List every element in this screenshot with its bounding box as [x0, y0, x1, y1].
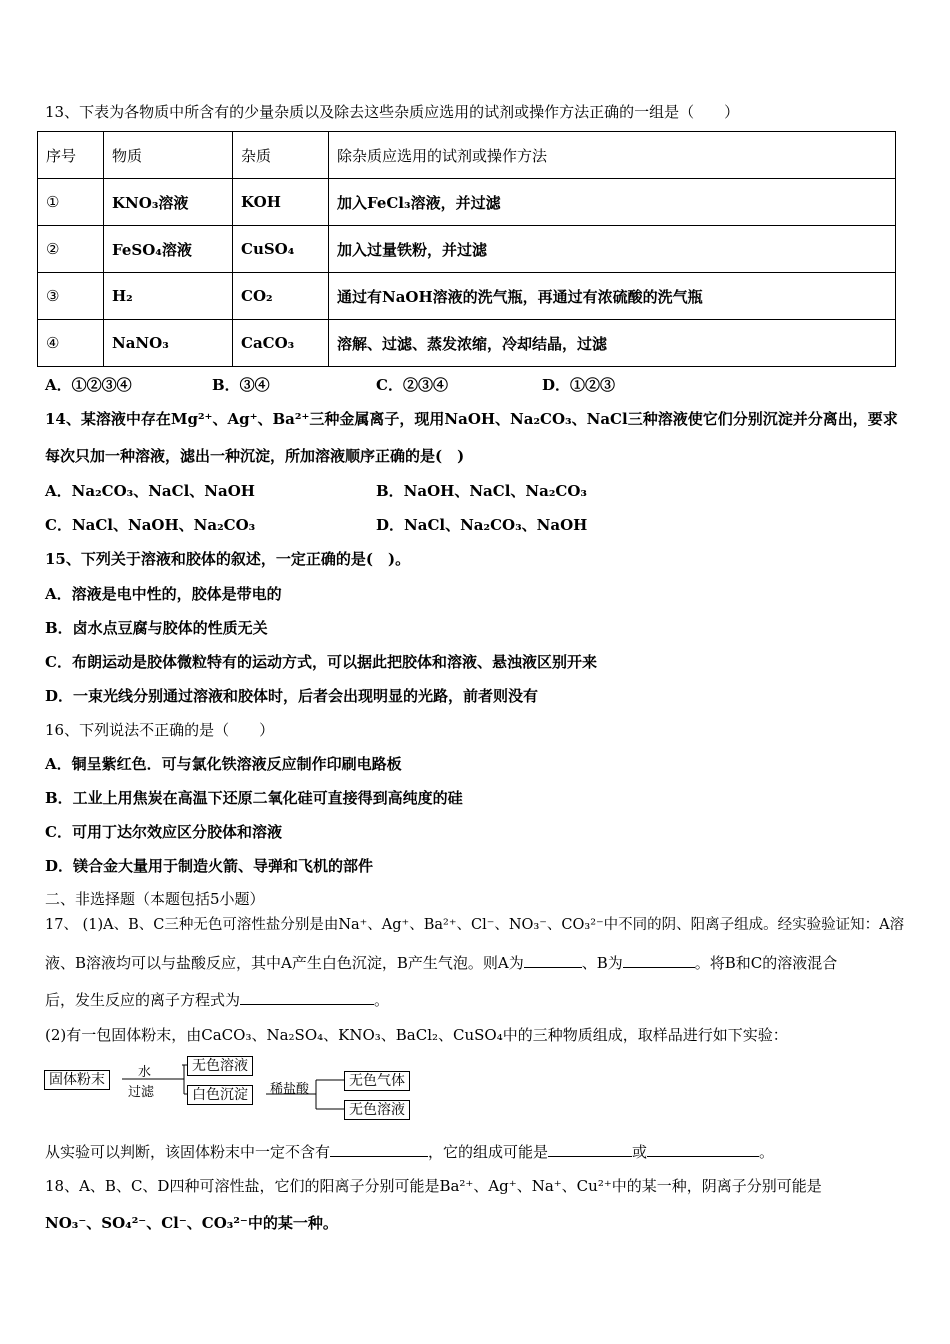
table-cell: 加入过量铁粉，并过滤 — [329, 226, 896, 273]
table-row — [38, 179, 896, 226]
table-cell: H₂ — [104, 273, 233, 320]
table-cell: 通过有NaOH溶液的洗气瓶，再通过有浓硫酸的洗气瓶 — [329, 273, 896, 320]
option-b[interactable]: B．③④ — [212, 376, 270, 394]
option-c[interactable]: C．布朗运动是胶体微粒特有的运动方式，可以据此把胶体和溶液、悬浊液区别开来 — [45, 653, 597, 671]
table-row — [38, 226, 896, 273]
table-row — [38, 273, 896, 320]
flow-solid-powder: 固体粉末 — [44, 1070, 110, 1090]
q17-text: 。 — [374, 991, 390, 1009]
q17-part2-answer-line — [45, 1142, 774, 1162]
table-cell: CO₂ — [233, 273, 329, 320]
section-heading: 二、非选择题（本题包括5小题） — [45, 890, 265, 908]
option-d[interactable]: D．镁合金大量用于制造火箭、导弹和飞机的部件 — [45, 857, 374, 875]
option-c[interactable]: C．②③④ — [376, 376, 448, 394]
flow-white-precipitate: 白色沉淀 — [187, 1085, 253, 1105]
option-c[interactable]: C．可用丁达尔效应区分胶体和溶液 — [45, 823, 282, 841]
option-d[interactable]: D．一束光线分别通过溶液和胶体时，后者会出现明显的光路，前者则没有 — [45, 687, 539, 705]
table-header-cell: 序号 — [38, 132, 104, 179]
q17-line1: 17、 (1)A、B、C三种无色可溶性盐分别是由Na⁺、Ag⁺、Ba²⁺、Cl⁻、NO₃⁻、CO₃²⁻中不同的阴、阳离子组成。经实验验证知：A溶 — [45, 917, 905, 933]
option-b[interactable]: B．卤水点豆腐与胶体的性质无关 — [45, 619, 268, 637]
flow-label-filter: 过滤 — [128, 1085, 155, 1100]
answer-blank-not-contain[interactable] — [330, 1142, 428, 1157]
q18-line1: 18、A、B、C、D四种可溶性盐，它们的阳离子分别可能是Ba²⁺、Ag⁺、Na⁺、Cu²⁺中的某一种，阴离子分别可能是 — [45, 1177, 822, 1195]
q18-line2: NO₃⁻、SO₄²⁻、Cl⁻、CO₃²⁻中的某一种。 — [45, 1214, 338, 1232]
flow-label-water: 水 — [138, 1065, 152, 1080]
option-c[interactable]: C．NaCl、NaOH、Na₂CO₃ — [45, 516, 256, 534]
answer-blank-equation[interactable] — [240, 990, 374, 1005]
q17-text: 。 — [759, 1143, 775, 1161]
q17-text: ，它的组成可能是 — [428, 1143, 549, 1161]
table-cell: KOH — [233, 179, 329, 226]
q16-stem: 16、下列说法不正确的是（ ） — [45, 721, 275, 739]
option-d[interactable]: D．NaCl、Na₂CO₃、NaOH — [376, 516, 588, 534]
answer-blank-a[interactable] — [524, 953, 582, 968]
q17-text: 后，发生反应的离子方程式为 — [45, 991, 241, 1009]
option-b[interactable]: B．NaOH、NaCl、Na₂CO₃ — [376, 482, 587, 500]
option-a[interactable]: A．Na₂CO₃、NaCl、NaOH — [45, 482, 255, 500]
q17-text: 液、B溶液均可以与盐酸反应，其中A产生白色沉淀，B产生气泡。则A为 — [45, 954, 524, 972]
q17-text: 。将B和C的溶液混合 — [694, 954, 838, 972]
option-a[interactable]: A．溶液是电中性的，胶体是带电的 — [45, 585, 282, 603]
table-cell: 溶解、过滤、蒸发浓缩，冷却结晶，过滤 — [329, 320, 896, 367]
option-d[interactable]: D．①②③ — [542, 376, 616, 394]
table-cell: ① — [38, 179, 104, 226]
table-cell: CaCO₃ — [233, 320, 329, 367]
q17-text: 或 — [632, 1143, 648, 1161]
answer-blank-b[interactable] — [623, 953, 695, 968]
table-header-row — [38, 132, 896, 179]
q13-table — [37, 131, 896, 367]
table-header-cell: 除杂质应选用的试剂或操作方法 — [329, 132, 896, 179]
table-cell: FeSO₄溶液 — [104, 226, 233, 273]
table-header-cell: 物质 — [104, 132, 233, 179]
flow-colorless-gas: 无色气体 — [344, 1071, 410, 1091]
option-a[interactable]: A．铜呈紫红色．可与氯化铁溶液反应制作印刷电路板 — [45, 755, 402, 773]
table-cell: CuSO₄ — [233, 226, 329, 273]
q13-stem: 13、下表为各物质中所含有的少量杂质以及除去这些杂质应选用的试剂或操作方法正确的一组是（ ） — [45, 103, 740, 121]
table-cell: NaNO₃ — [104, 320, 233, 367]
table-cell: ③ — [38, 273, 104, 320]
q15-stem: 15、下列关于溶液和胶体的叙述，一定正确的是( )。 — [45, 550, 411, 568]
q17-line3 — [45, 990, 389, 1010]
table-header-cell: 杂质 — [233, 132, 329, 179]
q14-stem-line2: 每次只加一种溶液，滤出一种沉淀，所加溶液顺序正确的是( ) — [45, 447, 465, 465]
answer-blank-composition-2[interactable] — [647, 1142, 759, 1157]
q17-text: 从实验可以判断，该固体粉末中一定不含有 — [45, 1143, 331, 1161]
table-row — [38, 320, 896, 367]
option-a[interactable]: A．①②③④ — [45, 376, 132, 394]
q17-part2-stem: (2)有一包固体粉末，由CaCO₃、Na₂SO₄、KNO₃、BaCl₂、CuSO₄中的三种物质组成，取样品进行如下实验： — [45, 1026, 788, 1044]
q14-stem-line1: 14、某溶液中存在Mg²⁺、Ag⁺、Ba²⁺三种金属离子，现用NaOH、Na₂CO₃、NaCl三种溶液使它们分别沉淀并分离出，要求 — [45, 410, 898, 428]
table-cell: ② — [38, 226, 104, 273]
flow-colorless-solution-1: 无色溶液 — [187, 1056, 253, 1076]
answer-blank-composition-1[interactable] — [548, 1142, 632, 1157]
q17-line2 — [45, 953, 837, 973]
q17-text: 、B为 — [581, 954, 623, 972]
table-cell: 加入FeCl₃溶液，并过滤 — [329, 179, 896, 226]
table-cell: KNO₃溶液 — [104, 179, 233, 226]
table-cell: ④ — [38, 320, 104, 367]
flow-colorless-solution-2: 无色溶液 — [344, 1100, 410, 1120]
flow-label-dilute-hcl: 稀盐酸 — [270, 1082, 310, 1097]
option-b[interactable]: B．工业上用焦炭在高温下还原二氧化硅可直接得到高纯度的硅 — [45, 789, 463, 807]
